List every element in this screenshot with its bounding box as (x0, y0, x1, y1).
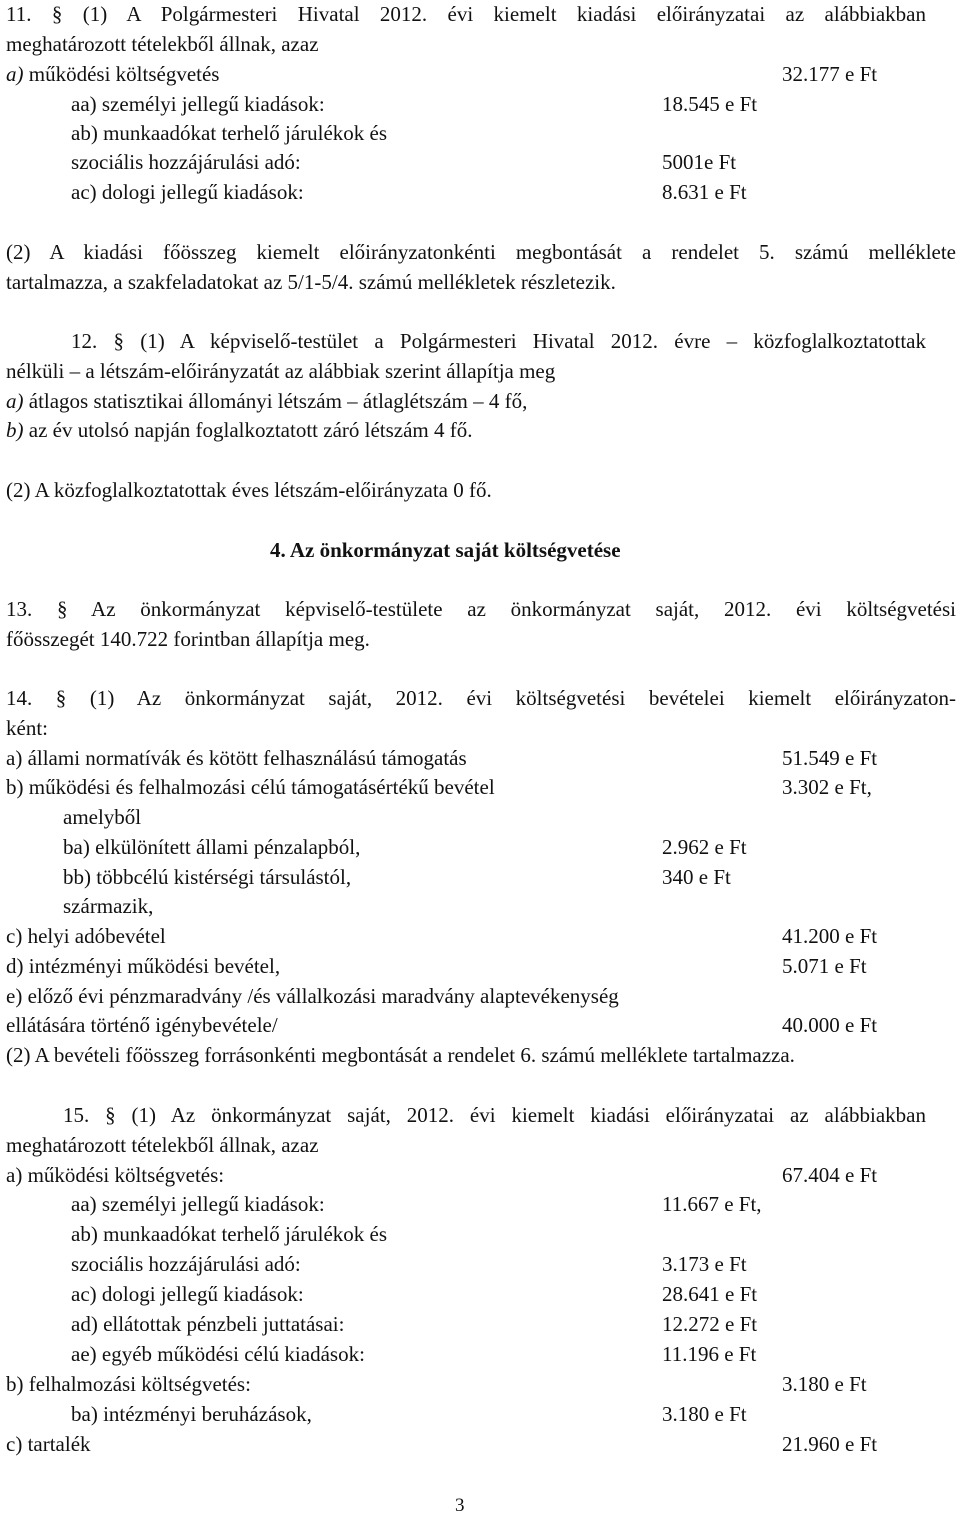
s12-line1: 12. § (1) A képviselő-testület a Polgármesteri Hivatal 2012. évre – közfoglalkoztatottak (71, 329, 926, 353)
s11-a-label (6, 62, 219, 86)
s15-aa-label: aa) személyi jellegű kiadások: (71, 1192, 325, 1216)
s11-p2-line2: tartalmazza, a szakfeladatokat az 5/1-5/4. számú mellékletek részletezik. (6, 270, 616, 294)
s14-line1: 14. § (1) Az önkormányzat saját, 2012. évi költségvetési bevételei kiemelt előirányzaton- (6, 686, 956, 710)
s15-a-value: 67.404 e Ft (782, 1163, 878, 1187)
s12-p2: (2) A közfoglalkoztatottak éves létszám-előirányzata 0 fő. (6, 478, 492, 502)
s15-ae-value: 11.196 e Ft (662, 1342, 757, 1366)
s14-c-value: 41.200 e Ft (782, 924, 878, 948)
s14-b-label: b) működési és felhalmozási célú támogatásértékű bevétel (6, 775, 495, 799)
page-number: 3 (455, 1495, 465, 1516)
s15-ae-label: ae) egyéb működési célú kiadások: (71, 1342, 365, 1366)
s15-c-label: c) tartalék (6, 1432, 91, 1456)
s15-line2: meghatározott tételekből állnak, azaz (6, 1133, 319, 1157)
s11-p2-line1: (2) A kiadási főösszeg kiemelt előirányzatonkénti megbontását a rendelet 5. számú melléklete (6, 240, 956, 264)
s14-p2: (2) A bevételi főösszeg forrásonkénti megbontását a rendelet 6. számú melléklete tartalmazza. (6, 1043, 795, 1067)
s14-d-value: 5.071 e Ft (782, 954, 867, 978)
s15-b-value: 3.180 e Ft (782, 1372, 867, 1396)
s13-line1: 13. § Az önkormányzat képviselő-testülete az önkormányzat saját, 2012. évi költségvetési (6, 597, 956, 621)
s11-a-marker: a) (6, 62, 24, 86)
s11-a-value: 32.177 e Ft (782, 62, 878, 86)
s11-ab-label-1: ab) munkaadókat terhelő járulékok és (71, 121, 388, 145)
s14-c-label: c) helyi adóbevétel (6, 924, 166, 948)
s15-ab-value: 3.173 e Ft (662, 1252, 747, 1276)
s11-ab-value: 5001e Ft (662, 150, 737, 174)
section-heading: 4. Az önkormányzat saját költségvetése (270, 538, 621, 562)
s11-ab-label-2: szociális hozzájárulási adó: (71, 150, 301, 174)
s15-ac-label: ac) dologi jellegű kiadások: (71, 1282, 304, 1306)
s15-c-value: 21.960 e Ft (782, 1432, 878, 1456)
s14-bb-sub: származik, (63, 894, 154, 918)
s15-ba-value: 3.180 e Ft (662, 1402, 747, 1426)
s14-bb-label: bb) többcélú kistérségi társulástól, (63, 865, 352, 889)
s14-e-value: 40.000 e Ft (782, 1013, 878, 1037)
s15-ac-value: 28.641 e Ft (662, 1282, 758, 1306)
s14-b-sub: amelyből (63, 805, 142, 829)
s15-ad-value: 12.272 e Ft (662, 1312, 758, 1336)
s14-d-label: d) intézményi működési bevétel, (6, 954, 281, 978)
s14-bb-value: 340 e Ft (662, 865, 731, 889)
s14-a-label: a) állami normatívák és kötött felhasználású támogatás (6, 746, 467, 770)
s11-line1: 11. § (1) A Polgármesteri Hivatal 2012. évi kiemelt kiadási előirányzatai az alábbiakban (6, 2, 926, 26)
s14-b-value: 3.302 e Ft, (782, 775, 872, 799)
s11-aa-value: 18.545 e Ft (662, 92, 758, 116)
s14-a-value: 51.549 e Ft (782, 746, 878, 770)
s11-aa-label: aa) személyi jellegű kiadások: (71, 92, 325, 116)
s14-e-label-2: ellátására történő igénybevétele/ (6, 1013, 278, 1037)
s11-ac-value: 8.631 e Ft (662, 180, 747, 204)
s12-b-marker: b) (6, 418, 24, 442)
s12-b-text: az év utolsó napján foglalkoztatott záró létszám 4 fő. (23, 418, 473, 442)
s15-line1: 15. § (1) Az önkormányzat saját, 2012. évi kiemelt kiadási előirányzatai az alábbiakban (63, 1103, 926, 1127)
s15-b-label: b) felhalmozási költségvetés: (6, 1372, 251, 1396)
s14-ba-label: ba) elkülönített állami pénzalapból, (63, 835, 361, 859)
s12-a-text: átlagos statisztikai állományi létszám – átlaglétszám – 4 fő, (23, 389, 528, 413)
s15-ad-label: ad) ellátottak pénzbeli juttatásai: (71, 1312, 345, 1336)
s12-a-item (6, 389, 527, 413)
s13-line2: főösszegét 140.722 forintban állapítja meg. (6, 627, 370, 651)
s14-e-label-1: e) előző évi pénzmaradvány /és vállalkozási maradvány alaptevékenység (6, 984, 619, 1008)
s11-a-text: működési költségvetés (23, 62, 220, 86)
s11-line2: meghatározott tételekből állnak, azaz (6, 32, 319, 56)
s15-ab-label-2: szociális hozzájárulási adó: (71, 1252, 301, 1276)
s14-line2: ként: (6, 716, 48, 740)
s12-b-item (6, 418, 473, 442)
s12-line2: nélküli – a létszám-előirányzatát az alábbiak szerint állapítja meg (6, 359, 556, 383)
s15-ab-label-1: ab) munkaadókat terhelő járulékok és (71, 1222, 388, 1246)
s11-ac-label: ac) dologi jellegű kiadások: (71, 180, 304, 204)
s14-ba-value: 2.962 e Ft (662, 835, 747, 859)
s15-a-label: a) működési költségvetés: (6, 1163, 225, 1187)
s15-ba-label: ba) intézményi beruházások, (71, 1402, 312, 1426)
s12-a-marker: a) (6, 389, 24, 413)
s15-aa-value: 11.667 e Ft, (662, 1192, 762, 1216)
